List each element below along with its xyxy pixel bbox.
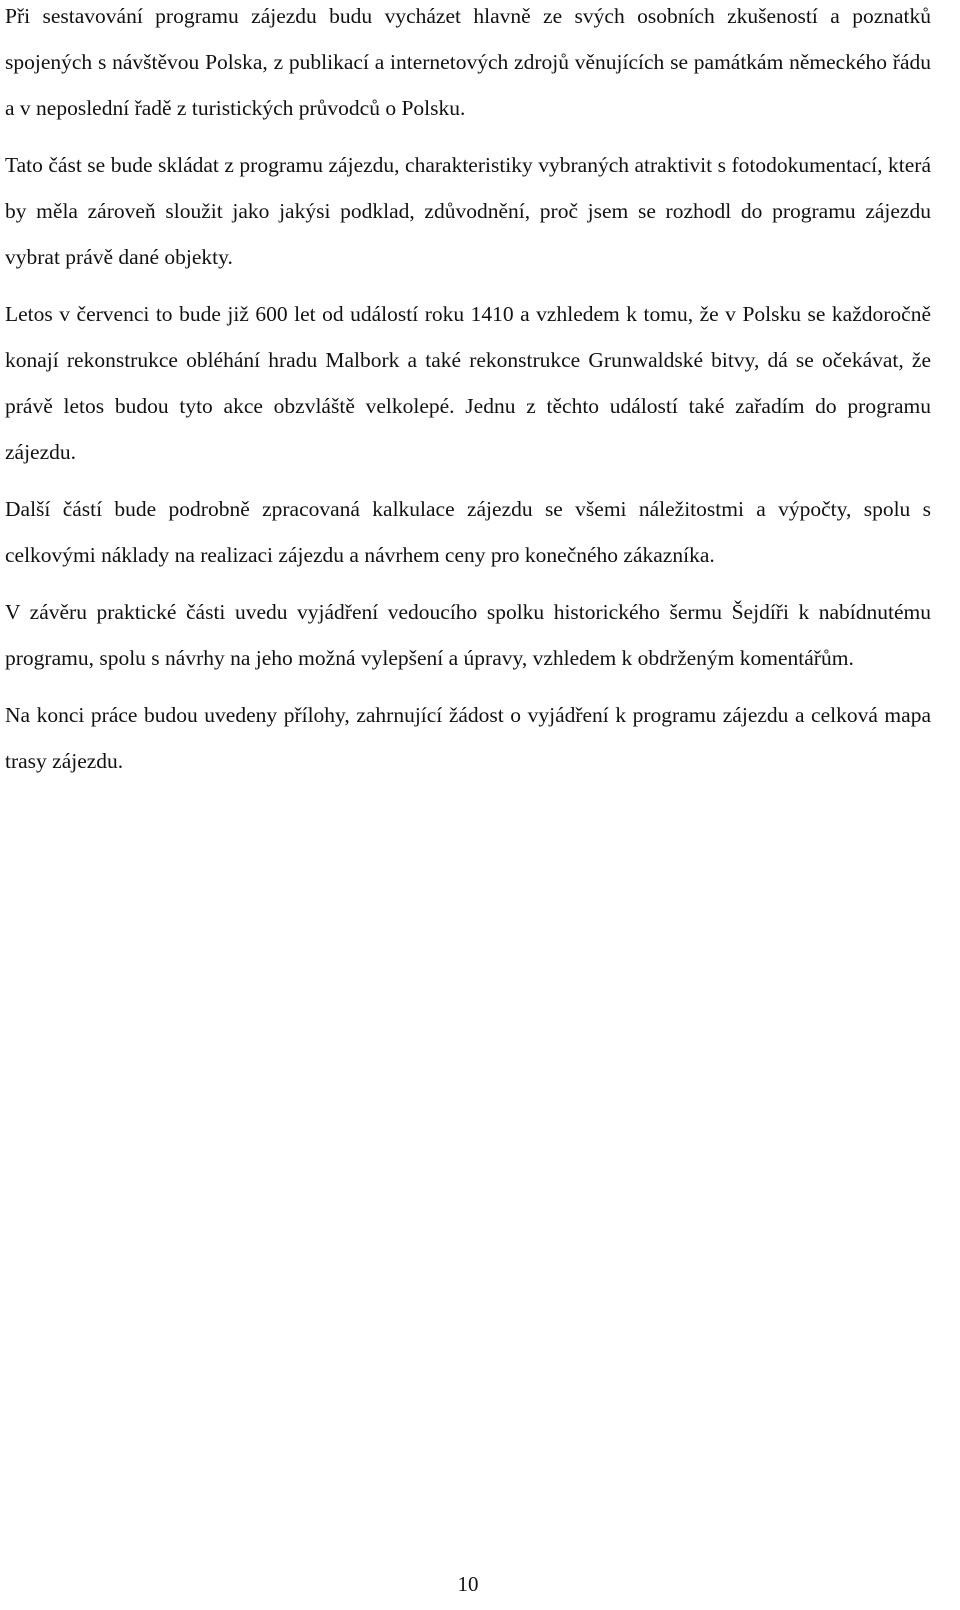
paragraph-program-structure: Tato část se bude skládat z programu zájezdu, charakteristiky vybraných atraktivit s fotodokumentací, která by měla zároveň sloužit jako jakýsi podklad, zdůvodnění, proč jsem se rozhodl do programu zájezdu vybrat právě dané objekty. (5, 153, 931, 269)
document-page (5, 0, 931, 1610)
paragraph-calculation: Další částí bude podrobně zpracovaná kalkulace zájezdu se všemi náležitostmi a výpočty, spolu s celkovými náklady na realizaci zájezdu a návrhem ceny pro konečného zákazníka. (5, 497, 931, 567)
paragraph-conclusion: V závěru praktické části uvedu vyjádření vedoucího spolku historického šermu Šejdíři k nabídnutému programu, spolu s návrhy na jeho možná vylepšení a úpravy, vzhledem k obdrženým komentářům. (5, 600, 931, 670)
page-number: 10 (457, 1572, 479, 1596)
paragraph-sources: Při sestavování programu zájezdu budu vycházet hlavně ze svých osobních zkušeností a poznatků spojených s návštěvou Polska, z publikací a internetových zdrojů věnujících se památkám německého řádu a v neposlední řadě z turistických průvodců o Polsku. (5, 4, 931, 120)
paragraph-appendices: Na konci práce budou uvedeny přílohy, zahrnující žádost o vyjádření k programu zájezdu a celková mapa trasy zájezdu. (5, 703, 931, 773)
paragraph-anniversary-events: Letos v červenci to bude již 600 let od událostí roku 1410 a vzhledem k tomu, že v Polsku se každoročně konají rekonstrukce obléhání hradu Malbork a také rekonstrukce Grunwaldské bitvy, dá se očekávat, že právě letos budou tyto akce obzvláště velkolepé. Jednu z těchto událostí také zařadím do programu zájezdu. (5, 302, 931, 464)
